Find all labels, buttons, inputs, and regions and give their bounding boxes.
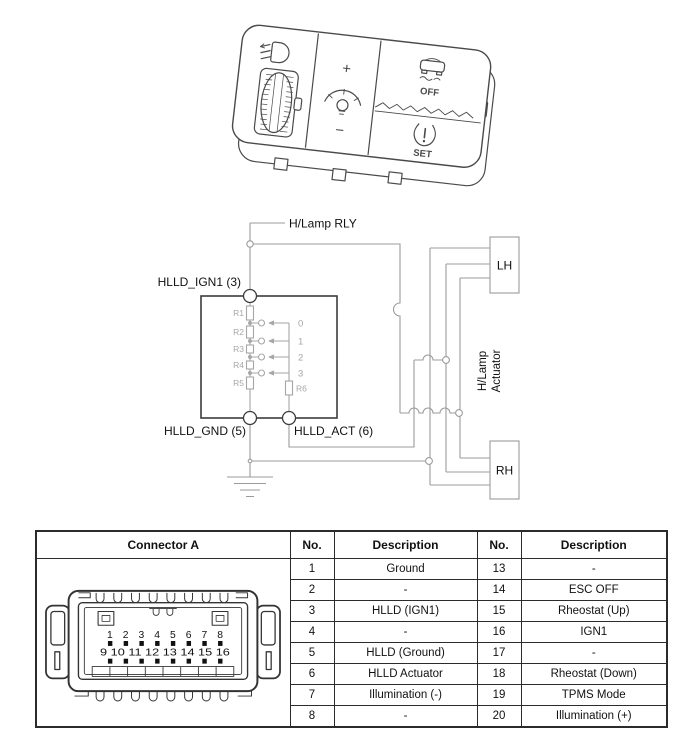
resistor-label: R3 <box>233 344 244 354</box>
dimmer-minus-label: − <box>334 121 345 140</box>
header-description-2: Description <box>521 531 667 559</box>
resistor-label: R4 <box>233 360 244 370</box>
connector-left-wing <box>46 606 70 679</box>
wing-window <box>51 612 65 645</box>
junction-dot <box>248 459 252 463</box>
resistor-r4 <box>247 361 254 369</box>
ground-symbol <box>227 477 273 497</box>
junction-circle <box>443 357 450 364</box>
pin-description: TPMS Mode <box>521 685 667 706</box>
tap-contact-1 <box>259 338 265 344</box>
pin-description: HLLD Actuator <box>334 664 477 685</box>
pin-no: 8 <box>290 706 334 728</box>
position-label: 0 <box>298 318 304 330</box>
resistor-label: R2 <box>233 327 244 337</box>
tap-node <box>249 322 252 325</box>
header-description-1: Description <box>334 531 477 559</box>
resistor-r2 <box>247 326 254 338</box>
bottom-comb <box>96 691 228 701</box>
pin-description: - <box>334 706 477 728</box>
pin-description: HLLD (Ground) <box>334 643 477 664</box>
pin-description: - <box>334 580 477 601</box>
header-connector: Connector A <box>36 531 290 559</box>
tap-contact-3 <box>259 370 265 376</box>
position-label: 3 <box>298 368 304 380</box>
pin-no: 19 <box>477 685 521 706</box>
terminal-hlld-gnd <box>244 412 257 425</box>
table-row <box>36 559 667 580</box>
rh-label: RH <box>495 463 514 478</box>
clip-tab <box>388 172 402 184</box>
hlld-act-label: HLLD_ACT (6) <box>294 424 374 438</box>
pin-no: 6 <box>290 664 334 685</box>
hlld-ign1-label: HLLD_IGN1 (3) <box>157 275 241 289</box>
lh-label: LH <box>496 258 513 273</box>
resistor-r1 <box>247 306 254 320</box>
pin-description: Rheostat (Down) <box>521 664 667 685</box>
position-label: 2 <box>298 352 304 364</box>
pin-description: Illumination (+) <box>521 706 667 728</box>
pin-description: Ground <box>334 559 477 580</box>
actuator-label-line1: H/Lamp <box>477 350 489 392</box>
header-no-1: No. <box>290 531 334 559</box>
pin-no: 4 <box>290 622 334 643</box>
tpms-set-label: SET <box>412 147 433 161</box>
pin-description: IGN1 <box>521 622 667 643</box>
resistor-r3 <box>247 345 254 353</box>
tap-node <box>249 356 252 359</box>
clip-tab <box>332 169 346 181</box>
resistor-label: R1 <box>233 308 244 318</box>
resistor-r6 <box>286 381 293 395</box>
connector-pinout-table <box>35 530 668 728</box>
actuator-label-line2: Actuator <box>491 349 503 393</box>
pin-description: Illumination (-) <box>334 685 477 706</box>
table-header-row <box>36 531 667 559</box>
pin-description: - <box>521 643 667 664</box>
pin-no: 20 <box>477 706 521 728</box>
tap-node <box>249 340 252 343</box>
tap-node <box>249 372 252 375</box>
tap-contact-2 <box>259 354 265 360</box>
pin-description: HLLD (IGN1) <box>334 601 477 622</box>
junction-circle <box>247 241 253 247</box>
pin-no: 7 <box>290 685 334 706</box>
junction-circle <box>456 410 463 417</box>
wing-slot <box>267 652 272 670</box>
hlamp-rly-label: H/Lamp RLY <box>289 216 357 231</box>
resistor-r5 <box>247 377 254 389</box>
pin-no: 3 <box>290 601 334 622</box>
header-no-2: No. <box>477 531 521 559</box>
junction-circle <box>426 458 433 465</box>
terminal-hlld-ign1 <box>244 290 257 303</box>
pin-description: - <box>334 622 477 643</box>
pin-no: 18 <box>477 664 521 685</box>
position-label: 1 <box>298 336 304 348</box>
pin-no: 14 <box>477 580 521 601</box>
pin-no: 15 <box>477 601 521 622</box>
tap-contact-0 <box>259 320 265 326</box>
wing-window <box>262 612 276 645</box>
pin-numbers-row2: 9 10 11 12 13 14 15 16 <box>100 647 231 659</box>
switch-assembly-illustration <box>178 16 526 204</box>
connector-drawing-cell <box>36 559 290 728</box>
pin-numbers-row1: 1 2 3 4 5 6 7 8 <box>107 630 224 642</box>
pin-no: 16 <box>477 622 521 643</box>
terminal-hlld-act <box>283 412 296 425</box>
pin-description: ESC OFF <box>521 580 667 601</box>
pin-no: 2 <box>290 580 334 601</box>
circuit-diagram <box>0 195 700 525</box>
pin-no: 13 <box>477 559 521 580</box>
pin-no: 5 <box>290 643 334 664</box>
pin-no: 17 <box>477 643 521 664</box>
hlld-gnd-label: HLLD_GND (5) <box>163 424 246 438</box>
pin-no: 1 <box>290 559 334 580</box>
dimmer-plus-label: + <box>341 59 352 78</box>
connector-a-drawing <box>45 577 281 705</box>
connector-right-wing <box>257 606 281 679</box>
hlamp-rly-wire <box>250 223 285 290</box>
clip-tab <box>274 158 288 170</box>
resistor-label: R5 <box>233 378 244 388</box>
resistor-label: R6 <box>296 383 307 394</box>
wing-slot <box>55 652 60 670</box>
pin-description: - <box>521 559 667 580</box>
esc-off-label: OFF <box>419 85 440 99</box>
pin-description: Rheostat (Up) <box>521 601 667 622</box>
